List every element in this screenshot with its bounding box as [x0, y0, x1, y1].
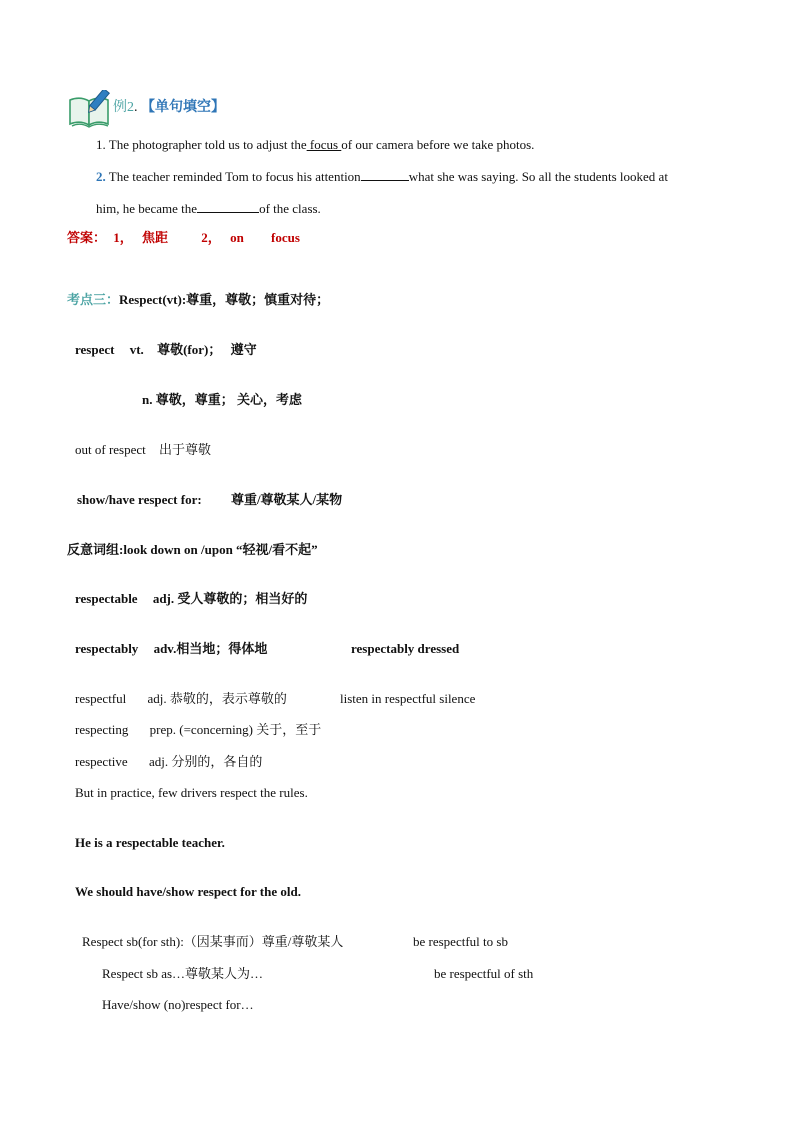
question-1 [96, 137, 534, 153]
question-2-part2: what she was saying. So all the students looked at [408, 169, 668, 184]
answer-line [67, 230, 300, 246]
kaodian-heading [67, 292, 329, 308]
word-respectable-meaning: adj. 受人尊敬的；相当好的 [152, 591, 308, 606]
phrase-show-respect: show/have respect for: [77, 492, 202, 507]
sentence-drivers: But in practice, few drivers respect the rules. [75, 785, 308, 800]
question-2-part1: The teacher reminded Tom to focus his attention [108, 169, 361, 184]
phrase-out-of-respect: out of respect [75, 442, 146, 457]
sentence-respect-old: We should have/show respect for the old. [75, 884, 301, 899]
question-2-line2b: of the class. [259, 201, 321, 216]
word-respectful: respectful [75, 691, 127, 706]
line-respect-n: n. 尊敬，尊重； 关心，考虑 [142, 392, 302, 407]
example-respectful-silence: listen in respectful silence [340, 691, 476, 706]
line-respect-meaning-2: 遵守 [230, 342, 257, 357]
book-pencil-icon [68, 90, 112, 128]
answer-2-value-2: focus [271, 230, 300, 245]
line-respective [75, 754, 262, 770]
pattern-respectful-of: be respectful of sth [434, 966, 534, 981]
answer-1-value: 焦距 [142, 230, 169, 245]
question-2-number: 2. [96, 169, 106, 184]
line-antonym: 反意词组:look down on /upon “轻视/看不起” [67, 542, 318, 557]
question-2-line2 [96, 200, 321, 217]
pattern-respect-sb-as: Respect sb as…尊敬某人为… [102, 966, 264, 981]
line-respect-word: respect [75, 342, 115, 357]
answer-label: 答案： [67, 230, 107, 245]
pattern-respectful-to: be respectful to sb [413, 934, 508, 949]
line-show-respect [77, 492, 342, 508]
phrase-out-of-respect-meaning: 出于尊敬 [159, 442, 212, 457]
line-respectful [75, 691, 287, 707]
word-respectable: respectable [75, 591, 138, 606]
example-label: 例 [113, 100, 127, 115]
line-respect-meaning: 尊敬(for)； [157, 342, 222, 357]
phrase-show-respect-meaning: 尊重/尊敬某人/某物 [230, 492, 343, 507]
answer-2-number: 2， [201, 230, 221, 245]
word-respectably-meaning: adv.相当地；得体地 [153, 641, 268, 656]
answer-2-value-1: on [230, 230, 244, 245]
question-1-after: of our camera before we take photos. [341, 137, 535, 152]
kaodian-label: 考点三： [67, 292, 120, 307]
line-respecting [75, 722, 321, 738]
word-respectful-meaning: adj. 恭敬的，表示尊敬的 [147, 691, 287, 706]
question-2-line2a: him, he became the [96, 201, 198, 216]
example-title: 【单句填空】 [141, 100, 225, 115]
word-respective-meaning: adj. 分别的，各自的 [148, 754, 263, 769]
question-1-before: 1. The photographer told us to adjust the [96, 137, 307, 152]
question-1-answer: focus [306, 137, 342, 152]
example-heading [113, 100, 225, 116]
example-dot: . [134, 100, 138, 115]
question-2-blank-1 [361, 168, 409, 181]
line-out-of-respect [75, 442, 211, 458]
word-respecting-meaning: prep. (=concerning) 关于，至于 [149, 722, 322, 737]
kaodian-text: Respect(vt):尊重，尊敬；慎重对待； [119, 292, 330, 307]
word-respecting: respecting [75, 722, 129, 737]
question-2-blank-2 [197, 200, 259, 213]
line-respectably [75, 641, 267, 657]
pattern-have-show-respect: Have/show (no)respect for… [102, 997, 254, 1012]
word-respective: respective [75, 754, 128, 769]
line-respect-pos: vt. [129, 342, 144, 357]
word-respectably: respectably [75, 641, 139, 656]
pattern-respect-sb-for: Respect sb(for sth):（因某事而）尊重/尊敬某人 [82, 934, 344, 949]
example-number: 2 [127, 100, 134, 115]
sentence-respectable-teacher: He is a respectable teacher. [75, 835, 225, 850]
example-respectably-dressed: respectably dressed [351, 641, 460, 656]
answer-1-number: 1， [113, 230, 133, 245]
line-respectable [75, 591, 307, 607]
line-respect-vt [75, 342, 257, 358]
question-2 [96, 168, 668, 185]
